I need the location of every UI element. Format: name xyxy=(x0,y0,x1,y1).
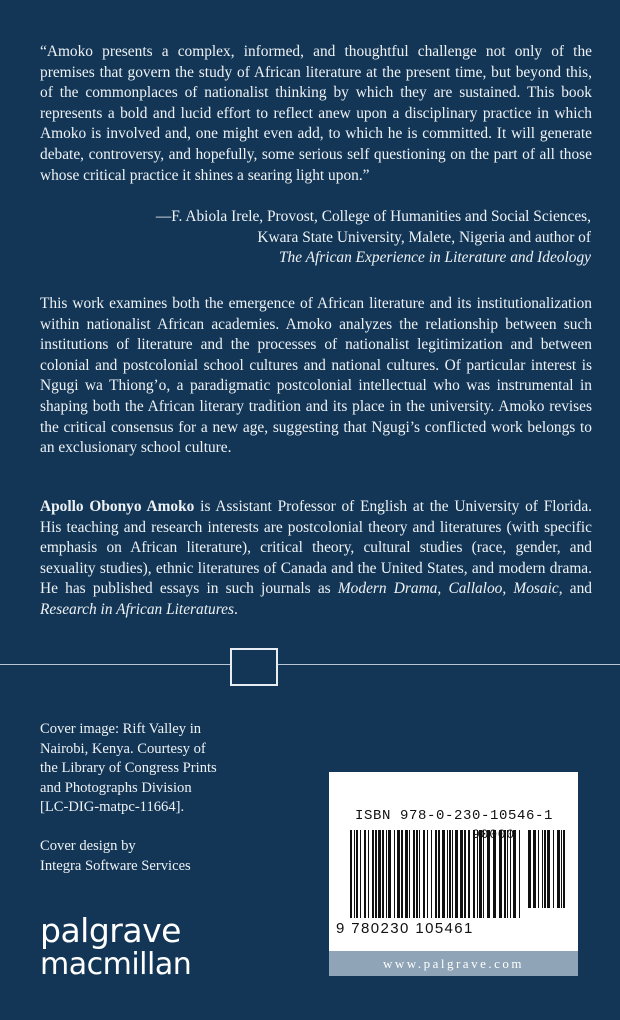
barcode-bar xyxy=(542,830,543,908)
barcode-bar xyxy=(507,830,508,918)
quote-attribution xyxy=(40,207,591,269)
barcode-bar xyxy=(409,830,410,918)
journal-modern-drama: Modern Drama xyxy=(337,580,438,598)
barcode-bar xyxy=(479,830,482,918)
cover-design-credit xyxy=(40,837,300,876)
cover-image-credit xyxy=(40,720,300,818)
bio-text: is Assistant Professor of English at the University of Florida. His teaching and research interests are postcolonial theory and literatures (with specific emphasis on African literature), critical theory, cultural studies (race, gender, and sexuality studies), ethnic literatures of Canada and the United States, and modern drama. He has published essays in such journals as xyxy=(40,498,592,598)
barcode-bar xyxy=(388,830,391,918)
barcode-bar xyxy=(435,830,437,918)
journal-callaloo: Callaloo xyxy=(448,580,503,598)
barcode-bar xyxy=(455,830,458,918)
barcode-bar xyxy=(416,830,418,918)
divider-line xyxy=(0,664,620,665)
bio-separator: , and xyxy=(558,580,592,598)
barcode-bar xyxy=(364,830,366,918)
endorsement-quote xyxy=(40,42,592,186)
barcode-bar xyxy=(386,830,387,918)
barcode-bar xyxy=(438,830,440,918)
credit-line: the Library of Congress Prints xyxy=(40,760,217,776)
barcode-bar xyxy=(397,830,400,918)
credit-line: Cover image: Rift Valley in xyxy=(40,721,202,737)
attribution-line-1: —F. Abiola Irele, Provost, College of Humanities and Social Sciences, xyxy=(155,208,591,225)
publisher-website: www.palgrave.com xyxy=(329,951,578,976)
barcode-bar xyxy=(499,830,502,918)
barcode-bar xyxy=(405,830,408,918)
barcode-bar xyxy=(544,830,546,908)
barcode-bar xyxy=(427,830,428,918)
barcode-bar xyxy=(449,830,451,918)
barcode-bar xyxy=(477,830,478,918)
barcode-bar xyxy=(394,830,395,918)
barcode-bar xyxy=(431,830,432,918)
author-name: Apollo Obonyo Amoko xyxy=(40,498,195,515)
barcode-bar xyxy=(360,830,361,918)
barcode-bar xyxy=(557,830,560,908)
barcode-bar xyxy=(464,830,466,918)
barcode-bar xyxy=(368,830,369,918)
book-description: This work examines both the emergence of African literature and its institutionalization within nationalist African academies. Amoko analyzes the relationship between such institutions of literature and the processes of nationalist legitimization and between colonial and postcolonial school cultures and national cultures. Of particular interest is Ngugi wa Thiong’o, a paradigmatic postcolonial intellectual who was instrumental in shaping both the African literary tradition and its place in the university. Amoko revises the critical consensus for a new age, suggesting that Ngugi’s conflicted work belongs to an exclusionary school culture. xyxy=(40,295,592,457)
barcode-bar xyxy=(528,830,531,908)
barcode-bars xyxy=(336,830,570,920)
barcode-bar xyxy=(356,830,358,918)
palgrave-macmillan-logo xyxy=(40,913,240,981)
barcode-bar xyxy=(423,830,425,918)
barcode-bar xyxy=(401,830,403,918)
barcode-bar xyxy=(354,830,355,918)
barcode-bar xyxy=(413,830,415,918)
bio-end: . xyxy=(233,600,238,618)
logo-line-macmillan: macmillan xyxy=(40,947,192,982)
barcode-bar xyxy=(533,830,536,908)
barcode-bar xyxy=(547,830,550,908)
barcode-bar xyxy=(473,830,475,918)
barcode-bar xyxy=(487,830,490,918)
author-bio xyxy=(40,497,592,621)
barcode-bar xyxy=(447,830,448,918)
barcode-bar xyxy=(382,830,384,918)
barcode-bar xyxy=(519,830,520,918)
isbn-label: ISBN 978-0-230-10546-1 xyxy=(354,808,554,824)
credit-line: [LC-DIG-matpc-11664]. xyxy=(40,799,185,815)
barcode-bar xyxy=(538,830,539,908)
barcode-bar xyxy=(378,830,381,918)
barcode-bar xyxy=(563,830,565,908)
attribution-book-title: The African Experience in Literature and Ideology xyxy=(278,249,591,267)
barcode-bar xyxy=(493,830,496,918)
barcode-bar xyxy=(442,830,445,918)
credit-line: Cover design by xyxy=(40,838,136,854)
barcode-bar xyxy=(460,830,463,918)
bio-separator: , xyxy=(437,580,449,598)
barcode-bar xyxy=(504,830,506,918)
barcode-bar xyxy=(553,830,554,908)
credit-line: Integra Software Services xyxy=(40,857,191,874)
barcode-bar xyxy=(483,830,484,918)
attribution-line-2: Kwara State University, Malete, Nigeria and author of xyxy=(257,228,591,246)
barcode-bar xyxy=(452,830,453,918)
credit-line: and Photographs Division xyxy=(40,779,192,796)
barcode-bar xyxy=(561,830,562,908)
quote-text: “Amoko presents a complex, informed, and thoughtful challenge not only of the premises that govern the study of African literature at the present time, but beyond this, of the commonplaces of nationalist thinking by which they are sustained. This book represents a bold and lucid effort to reflect anew upon a disciplinary practice in which Amoko is involved and, one might even add, to which he is committed. It will generate debate, controversy, and hopefully, some serious self questioning on the part of all those whose critical practice it shines a searing light upon.” xyxy=(40,43,592,184)
barcode-bar xyxy=(510,830,511,918)
barcode-bar xyxy=(513,830,516,918)
divider-box-ornament xyxy=(230,648,278,686)
bio-separator: , xyxy=(502,580,514,598)
barcode-bar xyxy=(419,830,420,918)
barcode-bar xyxy=(375,830,377,918)
logo-line-palgrave: palgrave xyxy=(40,911,181,950)
barcode-digits: 9 780230 105461 xyxy=(336,920,474,937)
barcode-bar xyxy=(468,830,470,918)
journal-research-african-literatures: Research in African Literatures xyxy=(40,600,234,618)
journal-mosaic: Mosaic xyxy=(513,580,559,598)
credit-line: Nairobi, Kenya. Courtesy of xyxy=(40,740,206,757)
barcode-bar xyxy=(350,830,352,918)
barcode-bar xyxy=(372,830,374,918)
